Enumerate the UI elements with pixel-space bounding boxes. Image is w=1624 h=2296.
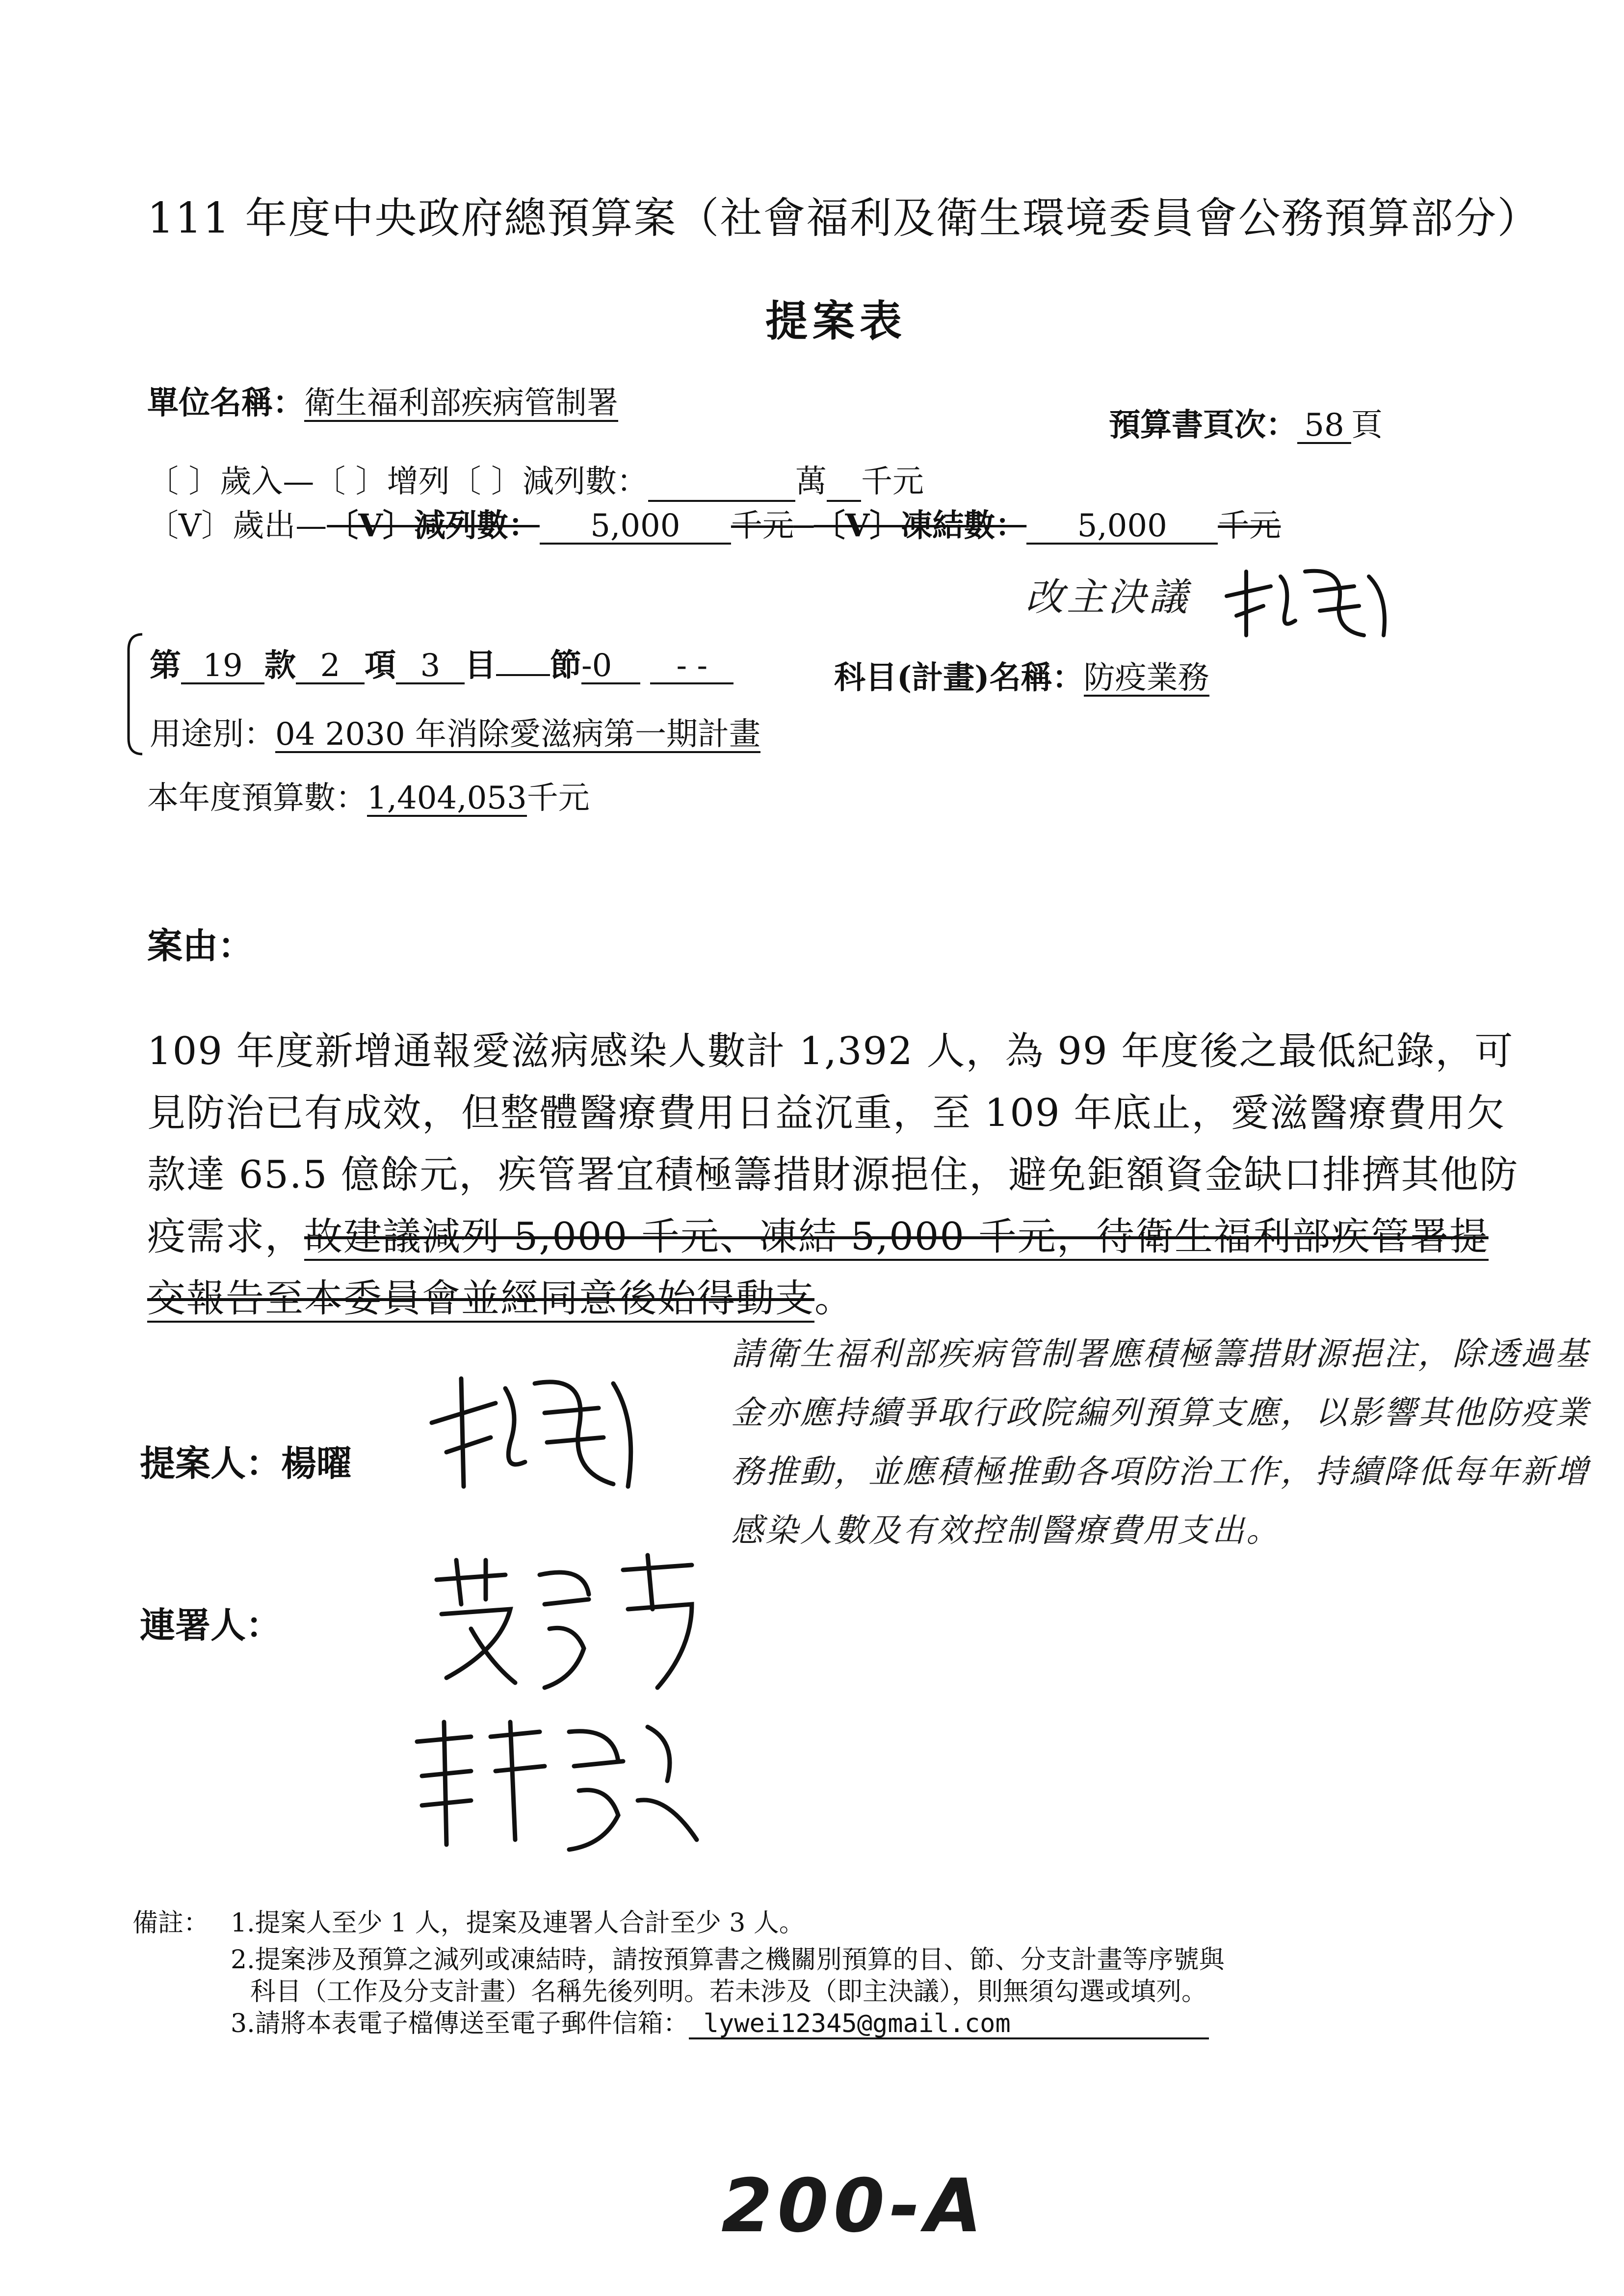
jie-code: -0 [581, 650, 640, 684]
subject-value: 防疫業務 [1083, 660, 1209, 696]
page-unit: 頁 [1351, 407, 1383, 444]
page-ref [1109, 400, 1383, 445]
item-xiang: 項 [365, 647, 396, 684]
proposer-label: 提案人： [140, 1442, 282, 1484]
item-mu: 目 [465, 647, 496, 684]
reason-struck: 故建議減列 5,000 千元、凍結 5,000 千元，待衛生福利部疾管署提交報告至本委員會並經同意後始得動支 [147, 1215, 1489, 1323]
unit-label: 單位名稱： [147, 385, 304, 421]
budget-unit: 千元 [526, 780, 590, 816]
mu-no: 3 [396, 650, 465, 684]
cosigner-signature-1 [427, 1550, 711, 1697]
revision-signature [1217, 557, 1403, 645]
jie-no [496, 674, 550, 676]
reason-label: 案由： [147, 925, 254, 966]
freeze-value: 5,000 [1026, 510, 1218, 545]
remark-2: 2.提案涉及預算之減列或凍結時，請按預算書之機關別預算的目、節、分支計畫等序號與 [231, 1945, 1225, 1975]
page-label: 預算書頁次： [1109, 407, 1297, 444]
reason-end: 。 [814, 1277, 854, 1321]
remark-1: 1.提案人至少 1 人，提案及連署人合計至少 3 人。 [231, 1908, 805, 1938]
revenue-row [147, 456, 924, 502]
freeze-unit: 千元 [1218, 508, 1281, 544]
item-di: 第 [150, 647, 181, 684]
revenue-blank-qian [827, 464, 861, 502]
use-row [150, 709, 760, 754]
page-mark: 200-A [721, 2164, 987, 2249]
remarks-label: 備註： [132, 1908, 210, 1938]
item-tail: - - [650, 650, 733, 684]
form-subtitle: 提案表 [765, 296, 907, 346]
use-label: 用途別： [150, 716, 275, 753]
item-kuan: 款 [264, 647, 296, 684]
item-jie: 節 [550, 647, 581, 684]
unit-row [147, 378, 618, 423]
remark-2b: 科目（工作及分支計畫）名稱先後列明。若未涉及（即主決議），則無須勾選或填列。 [250, 1977, 1207, 2007]
reason-text [147, 1020, 1521, 1330]
page-value: 58 [1297, 409, 1351, 444]
proposer-name: 楊曜 [281, 1442, 352, 1484]
subject-row [834, 652, 1209, 698]
remark-3 [231, 2007, 1209, 2041]
budget-value: 1,404,053 [367, 780, 527, 816]
use-value: 04 2030 年消除愛滋病第一期計畫 [275, 716, 760, 753]
expense-check: 〔V〕歲出— [147, 508, 327, 544]
revenue-text: 〔 〕歲入—〔 〕增列〔 〕減列數： [147, 464, 649, 500]
item-row [150, 640, 733, 685]
handwritten-note: 請衛生福利部疾病管制署應積極籌措財源挹注，除透過基金亦應持續爭取行政院編列預算支應，以影響其他防疫業務推動，並應積極推動各項防治工作，持續降低每年新增感染人數及有效控制醫療費用支出。 [731, 1335, 1590, 1549]
cosigner-label: 連署人： [140, 1604, 282, 1646]
kuan-no: 19 [181, 650, 264, 684]
revenue-unit-qian: 千元 [861, 464, 924, 500]
remark-3-email: lywei12345@gmail.com [689, 2010, 1209, 2039]
expense-struck-part [327, 508, 1281, 544]
item-bracket [123, 630, 147, 758]
revenue-unit-wan: 萬 [795, 464, 827, 500]
subject-label: 科目(計畫)名稱： [834, 659, 1084, 696]
reduce-value: 5,000 [540, 510, 731, 545]
budget-row [147, 773, 590, 818]
freeze-check: 〔V〕凍結數： [813, 507, 1027, 544]
expense-row [147, 500, 1281, 546]
handwritten-revision: 改主決議 [1025, 575, 1191, 620]
reason-body: 109 年度新增通報愛滋病感染人數計 1,392 人，為 99 年度後之最低紀錄，可見防治已有成效，但整體醫療費用日益沉重，至 109 年底止，愛滋醫療費用欠款達 65.5 億餘元，疾管署宜積極籌措財源挹住，避免鉅額資金缺口排擠其他防疫需求， [147, 1029, 1519, 1259]
proposer-signature [422, 1369, 648, 1496]
reduce-check: 〔V〕減列數： [327, 507, 540, 544]
remark-3-text: 3.請將本表電子檔傳送至電子郵件信箱： [231, 2009, 689, 2038]
reduce-unit: 千元 [731, 508, 794, 544]
budget-label: 本年度預算數： [147, 780, 367, 816]
cosigner-signature-2 [402, 1712, 707, 1859]
unit-value: 衛生福利部疾病管制署 [304, 385, 618, 421]
form-title: 111 年度中央政府總預算案（社會福利及衛生環境委員會公務預算部分） [147, 194, 1541, 243]
revenue-blank-wan [648, 464, 795, 502]
proposer-row [140, 1435, 352, 1486]
xiang-no: 2 [296, 650, 365, 684]
